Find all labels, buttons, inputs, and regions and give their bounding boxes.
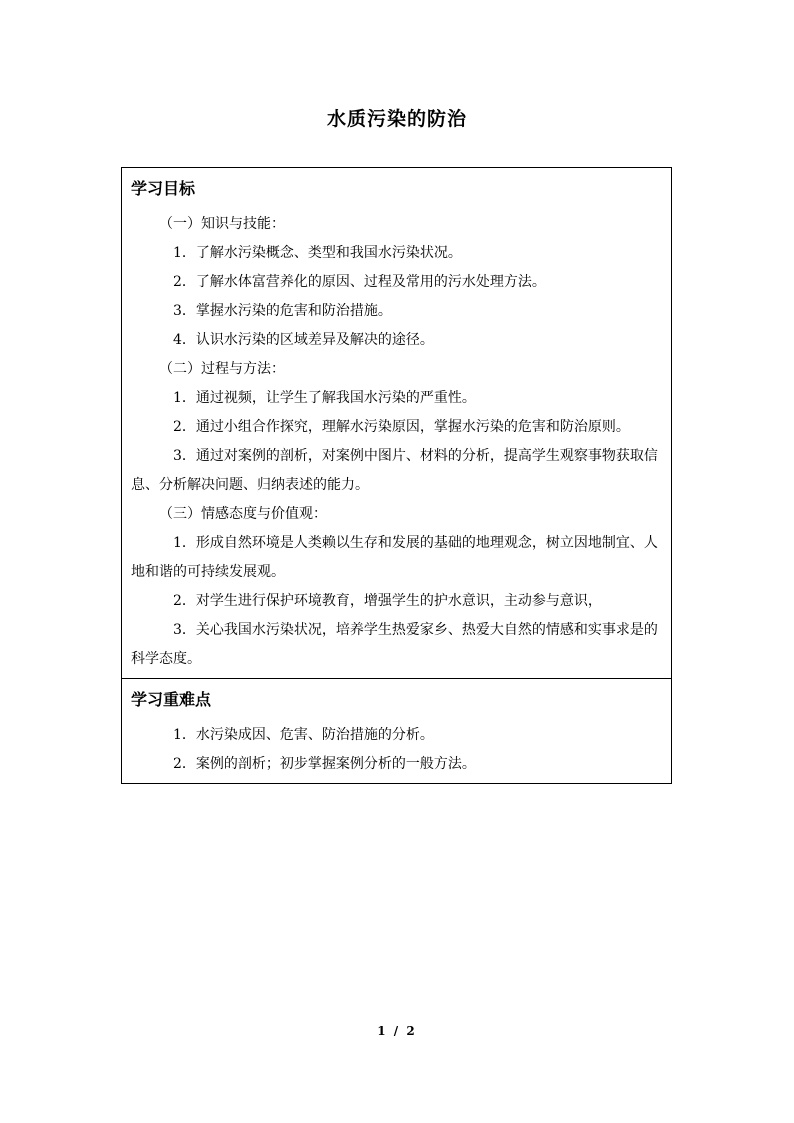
knowledge-item: 3．掌握水污染的危害和防治措施。 [173, 303, 392, 319]
key-points-cell [122, 679, 672, 784]
objectives-cell [122, 168, 672, 679]
attitude-item: 1．形成自然环境是人类赖以生存和发展的基础的地理观念，树立因地制宜、人地和谐的可持续发展观。 [131, 535, 658, 580]
attitude-item: 2．对学生进行保护环境教育，增强学生的护水意识，主动参与意识， [173, 593, 602, 609]
knowledge-item: 2．了解水体富营养化的原因、过程及常用的污水处理方法。 [173, 274, 546, 290]
knowledge-subheading: （一）知识与技能： [159, 216, 285, 232]
process-item: 3．通过对案例的剖析，对案例中图片、材料的分析，提高学生观察事物获取信息、分析解决问题、归纳表述的能力。 [131, 448, 658, 493]
key-points-row [122, 679, 672, 784]
document-title: 水质污染的防治 [326, 108, 467, 130]
page-number: 1 / 2 [377, 1024, 417, 1038]
attitude-item: 3．关心我国水污染状况，培养学生热爱家乡、热爱大自然的情感和实事求是的科学态度。 [131, 622, 658, 667]
key-point-item: 1．水污染成因、危害、防治措施的分析。 [173, 727, 434, 743]
lesson-plan-table [121, 167, 672, 784]
process-item: 1．通过视频，让学生了解我国水污染的严重性。 [173, 390, 476, 406]
objectives-row [122, 168, 672, 679]
process-subheading: （二）过程与方法： [159, 361, 285, 377]
key-points-heading: 学习重难点 [131, 690, 212, 709]
attitude-subheading: （三）情感态度与价值观： [159, 506, 327, 522]
knowledge-item: 1．了解水污染概念、类型和我国水污染状况。 [173, 245, 462, 261]
knowledge-item: 4．认识水污染的区域差异及解决的途径。 [173, 332, 434, 348]
objectives-heading: 学习目标 [131, 179, 196, 198]
process-item: 2．通过小组合作探究，理解水污染原因，掌握水污染的危害和防治原则。 [173, 419, 630, 435]
key-point-item: 2．案例的剖析；初步掌握案例分析的一般方法。 [173, 756, 476, 772]
